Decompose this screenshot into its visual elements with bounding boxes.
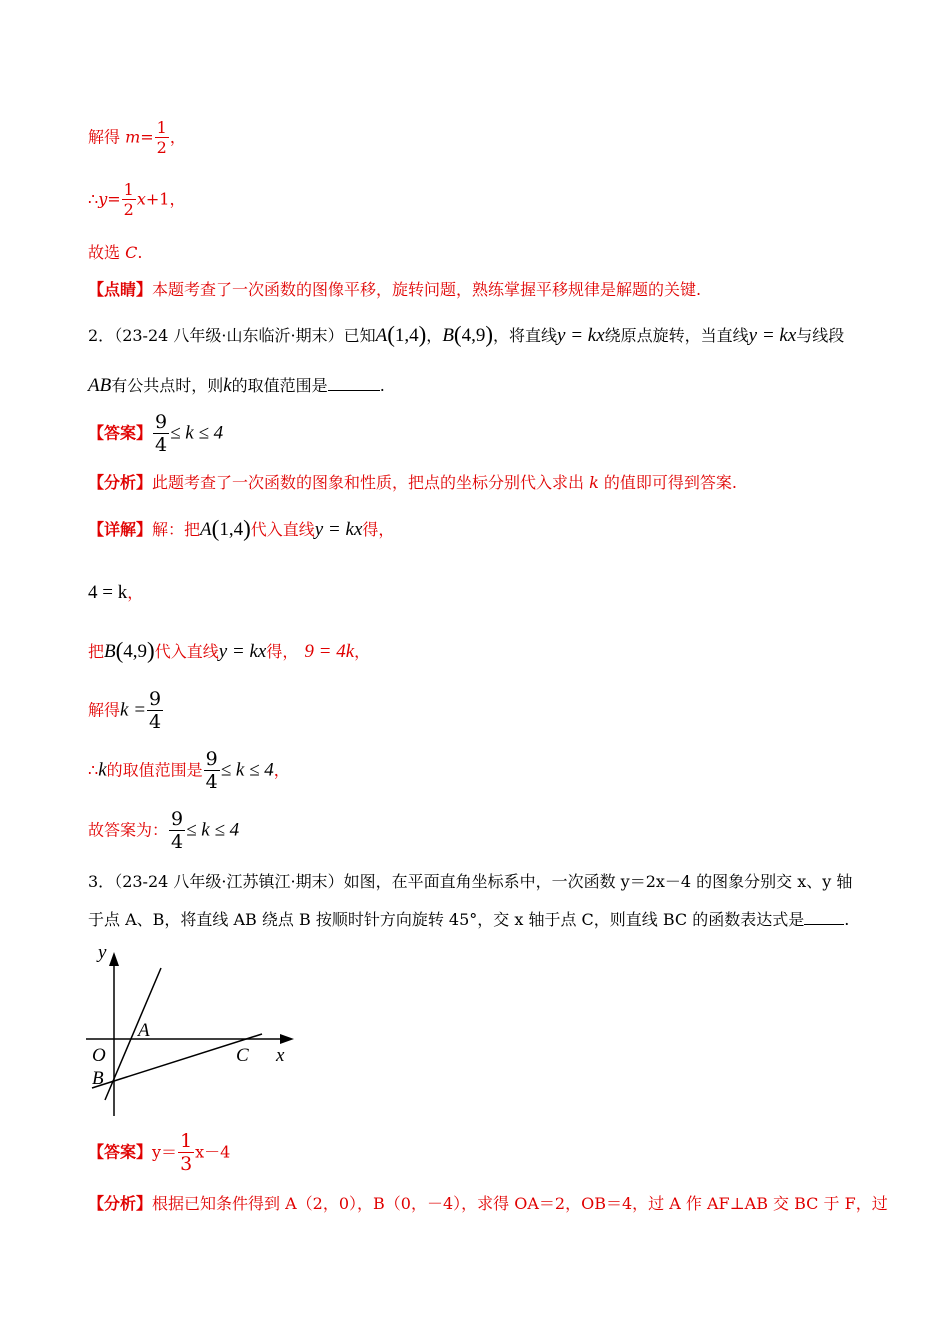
q1-solve-m-line: 解得 m= $\frac{1}{2}$ ，: [88, 118, 186, 157]
q2-stem-line2: AB有公共点时，则k的取值范围是 .: [88, 375, 385, 396]
origin-label: O: [92, 1045, 106, 1066]
x-axis-arrow: [280, 1034, 294, 1044]
q3-analysis-line: 【分析】根据已知条件得到 A（2，0），B（0，－4），求得 OA＝2，OB＝4，过 A 作 AF⊥AB 交 BC 于 F，过: [88, 1194, 888, 1213]
q2-stem-line1: 2．（23-24 八年级·山东临沂·期末）已知A(1,4)，B(4,9)，将直线y = kx绕原点旋转，当直线y = kx与线段: [88, 322, 845, 347]
point-b-label: B: [92, 1068, 104, 1089]
q3-answer-line: 【答案】y＝ $\frac{1}{3}$ x－4: [88, 1130, 231, 1175]
q2-step3-line: 解得k = $\frac{9}{4}$: [88, 688, 162, 733]
q2-step1-line: 4 = k，: [88, 582, 144, 603]
q1-comment-line: 【点睛】本题考查了一次函数的图像平移，旋转问题，熟练掌握平移规律是解题的关键.: [88, 280, 702, 299]
coordinate-figure: [86, 938, 326, 1118]
q2-step4-line: ∴k的取值范围是 $\frac{9}{4}$ ≤ k ≤ 4，: [88, 748, 290, 793]
y-label: y: [98, 942, 107, 963]
point-a-label: A: [138, 1020, 150, 1041]
q2-answer-line: 【答案】 $\frac{9}{4}$ ≤ k ≤ 4: [88, 411, 224, 456]
x-label: x: [276, 1045, 285, 1066]
q2-final-line: 故答案为： $\frac{9}{4}$ ≤ k ≤ 4: [88, 808, 240, 853]
answer-blank: [804, 910, 844, 925]
point-c-label: C: [236, 1045, 249, 1066]
q2-analysis-line: 【分析】此题考查了一次函数的图象和性质，把点的坐标分别代入求出 k 的值即可得到答案.: [88, 473, 737, 492]
q1-result-line: ∴y= $\frac{1}{2}$ x+1，: [88, 180, 186, 219]
q2-step2-line: 把B(4,9)代入直线y = kx得， 9 = 4k，: [88, 638, 371, 663]
q3-stem-line2: 于点 A、B，将直线 AB 绕点 B 按顺时针方向旋转 45°，交 x 轴于点 C，则直线 BC 的函数表达式是 .: [88, 910, 850, 929]
y-axis-arrow: [109, 952, 119, 966]
q1-choice-line: 故选 C.: [88, 243, 143, 262]
q3-stem-line1: 3．（23-24 八年级·江苏镇江·期末）如图，在平面直角坐标系中，一次函数 y＝2x－4 的图象分别交 x、y 轴: [88, 872, 853, 891]
answer-blank: [328, 376, 380, 391]
q2-detail-line: 【详解】解：把A(1,4)代入直线y = kx得，: [88, 516, 395, 541]
